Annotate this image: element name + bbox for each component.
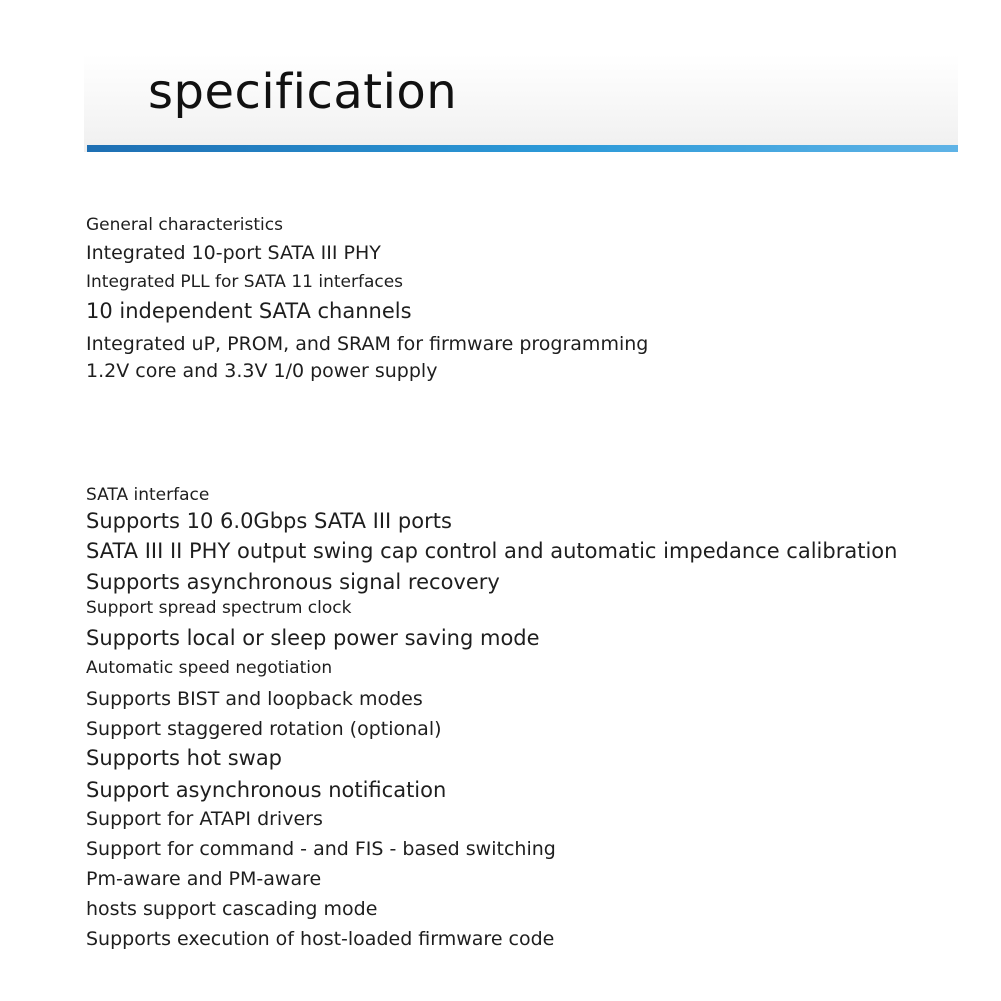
section-heading-general: General characteristics (86, 215, 283, 235)
spec-item: Supports execution of host-loaded firmware code (86, 928, 555, 950)
spec-item: Supports asynchronous signal recovery (86, 570, 500, 594)
spec-item: Support staggered rotation (optional) (86, 718, 442, 740)
spec-item: Support for command - and FIS - based switching (86, 838, 556, 860)
spec-item: Pm-aware and PM-aware (86, 868, 322, 890)
spec-item: Support spread spectrum clock (86, 598, 352, 618)
spec-item: 10 independent SATA channels (86, 299, 412, 323)
title-banner (84, 54, 958, 152)
spec-item: 1.2V core and 3.3V 1/0 power supply (86, 360, 438, 382)
spec-item: Automatic speed negotiation (86, 658, 333, 678)
spec-item: Supports BIST and loopback modes (86, 688, 423, 710)
spec-item: Supports local or sleep power saving mode (86, 626, 540, 650)
spec-item: Integrated 10-port SATA III PHY (86, 242, 381, 264)
title-underline-bar (87, 145, 958, 152)
page-title: specification (148, 64, 458, 120)
spec-item: Supports hot swap (86, 746, 283, 770)
spec-item: Support for ATAPI drivers (86, 808, 323, 830)
spec-item: Integrated PLL for SATA 11 interfaces (86, 272, 404, 292)
spec-item: Support asynchronous notification (86, 778, 447, 802)
spec-item: SATA III II PHY output swing cap control and automatic impedance calibration (86, 539, 898, 563)
spec-item: Supports 10 6.0Gbps SATA III ports (86, 509, 452, 533)
section-heading-sata: SATA interface (86, 485, 210, 505)
spec-item: hosts support cascading mode (86, 898, 378, 920)
spec-item: Integrated uP, PROM, and SRAM for firmware programming (86, 333, 649, 355)
